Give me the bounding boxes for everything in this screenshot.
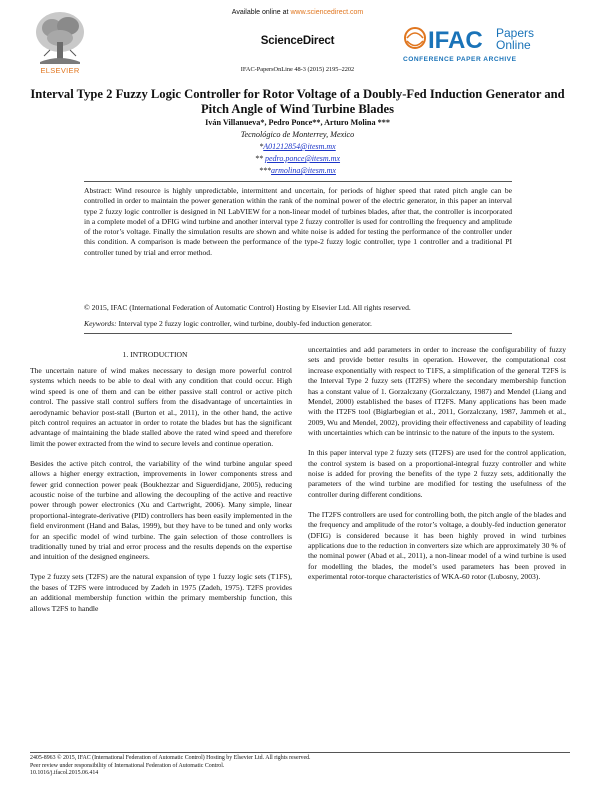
footer-doi: 10.1016/j.ifacol.2015.06.414 (30, 770, 99, 777)
paragraph: Besides the active pitch control, the variability of the wind turbine angular speed allows a higher energy extraction, improvements in lower components stress and fewer grid connection power peak (Boukhezzar and Siguerdidjane, 2005), reducing acoustic noise of the turbine and allowing the decoupling of the active and reactive power through power electronics (Xu and Cartwright, 2006). Many simple, linear proportional-integrate-derivative (PID) controllers has been easily implemented in the field environment (Hand and Balas, 1999), but they have to be tuned and only works for an specific model of wind turbine. The gain selection of those controllers is traditionally tuned by trial and error process and the results depends on the expertise and intuition of the designed engineers. (30, 458, 292, 562)
author-email-1: *A01212854@itesm.mx (259, 142, 336, 151)
elsevier-wordmark: ELSEVIER (40, 66, 80, 75)
abstract-bottom-rule (84, 333, 512, 334)
author-email-3: ***armolina@itesm.mx (259, 166, 336, 175)
paper-title: Interval Type 2 Fuzzy Logic Controller for Rotor Voltage of a Doubly-Fed Induction Generator and Pitch Angle of Wind Turbine Blades (30, 87, 565, 116)
email-link-2[interactable]: pedro.ponce@itesm.mx (264, 154, 341, 163)
author-affiliation: Tecnológico de Monterrey, Mexico (240, 130, 355, 139)
online-wordmark: Online (496, 38, 531, 52)
journal-citation: IFAC-PapersOnLine 48-3 (2015) 2195–2202 (240, 66, 355, 73)
email-link-1[interactable]: A01212854@itesm.mx (263, 142, 336, 151)
right-column (308, 345, 566, 592)
sciencedirect-logo: ScienceDirect (260, 35, 335, 47)
paragraph: The IT2FS controllers are used for controlling both, the pitch angle of the blades and the frequency and amplitude of the rotor’s voltage, a doubly-fed induction generator (DFIG) is considered because it has been highly proved in wind turbines applications due to the reduction in converters size which are approximately 30 % of the nominal power (Abad et al., 2011), a non-linear model of a wind turbine is used for modelling the blades, the model’s used parameters has been proved in experimental rotor-torque characteristics of WKA-60 rotor (Lubosny, 2003). (308, 509, 566, 582)
footer-peer-review: Peer review under responsibility of International Federation of Automatic Control. (30, 762, 225, 769)
papers-wordmark: Papers (496, 26, 535, 40)
left-column (30, 366, 292, 623)
paper-authors: Iván Villanueva*, Pedro Ponce**, Arturo Molina *** (205, 118, 390, 127)
keywords-label: Keywords: (84, 319, 117, 328)
sciencedirect-url-link[interactable]: www.sciencedirect.com (290, 9, 364, 16)
footer-rule (30, 752, 570, 753)
footer-copyright: 2405-8963 © 2015, IFAC (International Federation of Automatic Control) Hosting by Elsevier Ltd. All rights reserved. (30, 755, 311, 761)
paragraph: uncertainties and add parameters in order to increase the configurability of fuzzy sets and provide better results in operation. However, the computational cost increase exponentially with respect to T1FS, a simplification of the general T2FS is the Interval Type 2 fuzzy sets (IT2FS) where the secondary membership function has a constant value of 1. Gorzalczany (Gorzalczany, 1987) and Mendel (Liang and Mendel, 2000) established the bases of IT2FS. Many applications has been made with the IT2FS tool (Biglarbegian et al., 2011, Gorzalczany, 1987, Jammeh et al., 2009, Wu and Mendel, 2002), providing their effectiveness and capability of leading with uncertainties which can be intrinsic to the nature of the inputs to the system. (308, 345, 566, 438)
copyright-line: © 2015, IFAC (International Federation of Automatic Control) Hosting by Elsevier Ltd. All rights reserved. (84, 303, 411, 312)
ifac-wordmark: IFAC (428, 27, 483, 54)
keywords-line (84, 319, 512, 328)
page-footer (30, 755, 570, 778)
ifac-globe-icon (405, 28, 425, 48)
paragraph: Type 2 fuzzy sets (T2FS) are the natural expansion of type 1 fuzzy logic sets (T1FS), the bases of T2FS were introduced by Zadeh in 1975 (Zadeh, 1975). T2FS provides an additional membership function within the primary membership function, this allows T2FS to handle (30, 572, 292, 613)
paragraph: In this paper interval type 2 fuzzy sets (IT2FS) are used for the control application, the control system is based on a proportional-integral fuzzy controller and white noise is added for proving the benefits of the type 2 fuzzy sets, additionally the parameters of the wind turbine are modified for testing the usefulness of the controller during different conditions. (308, 448, 566, 499)
abstract-text: Abstract: Wind resource is highly unpredictable, intermittent and uncertain, for periods of higher speed that rated pitch angle can be controlled in order to maintain the power generation within the rank of the nominal power of the electric generator, in this paper an interval type 2 fuzzy logic controller is designed in NI LabVIEW for a non-linear model of turbines blades, after that, the controller is incorporated in a complete model of a DFIG wind turbine and another interval type 2 fuzzy controller is used for controlling the frequency and amplitude of the rotor’s voltage. Finally the simulation results are shown and white noise is added for testing the performance of the controller under this condition. A comparison is made between the performance of the type-2 fuzzy logic controller, type 1 controller and a traditional PI controller tuned by trial and error method. (84, 186, 512, 257)
paragraph: The uncertain nature of wind makes necessary to design more powerful control systems which needs to be able to deal with any condition that could occur. High wind speed is one of them and can be either passive stall control or active pitch control. The passive stall control suffers from the disadvantage of uncertainties in aerodynamic behavior post-stall (Burton et al., 2011), in the other hand, the active pitch control requires an actuator in order to rotate the blades but has the significant advantage of maintaining the blade stalled above the rated wind speed and therefore limit the power extracted from the wind to secure levels and continue operation. (30, 366, 292, 448)
conference-paper-archive-label: CONFERENCE PAPER ARCHIVE (403, 56, 517, 63)
available-prefix: Available online at (231, 9, 289, 16)
email-link-3[interactable]: armolina@itesm.mx (271, 166, 336, 175)
abstract-top-rule (84, 181, 512, 182)
author-email-2: ** pedro.ponce@itesm.mx (254, 154, 341, 163)
keywords-list: Interval type 2 fuzzy logic controller, wind turbine, doubly-fed induction generator. (118, 319, 372, 328)
section-heading: 1. INTRODUCTION (122, 350, 188, 359)
